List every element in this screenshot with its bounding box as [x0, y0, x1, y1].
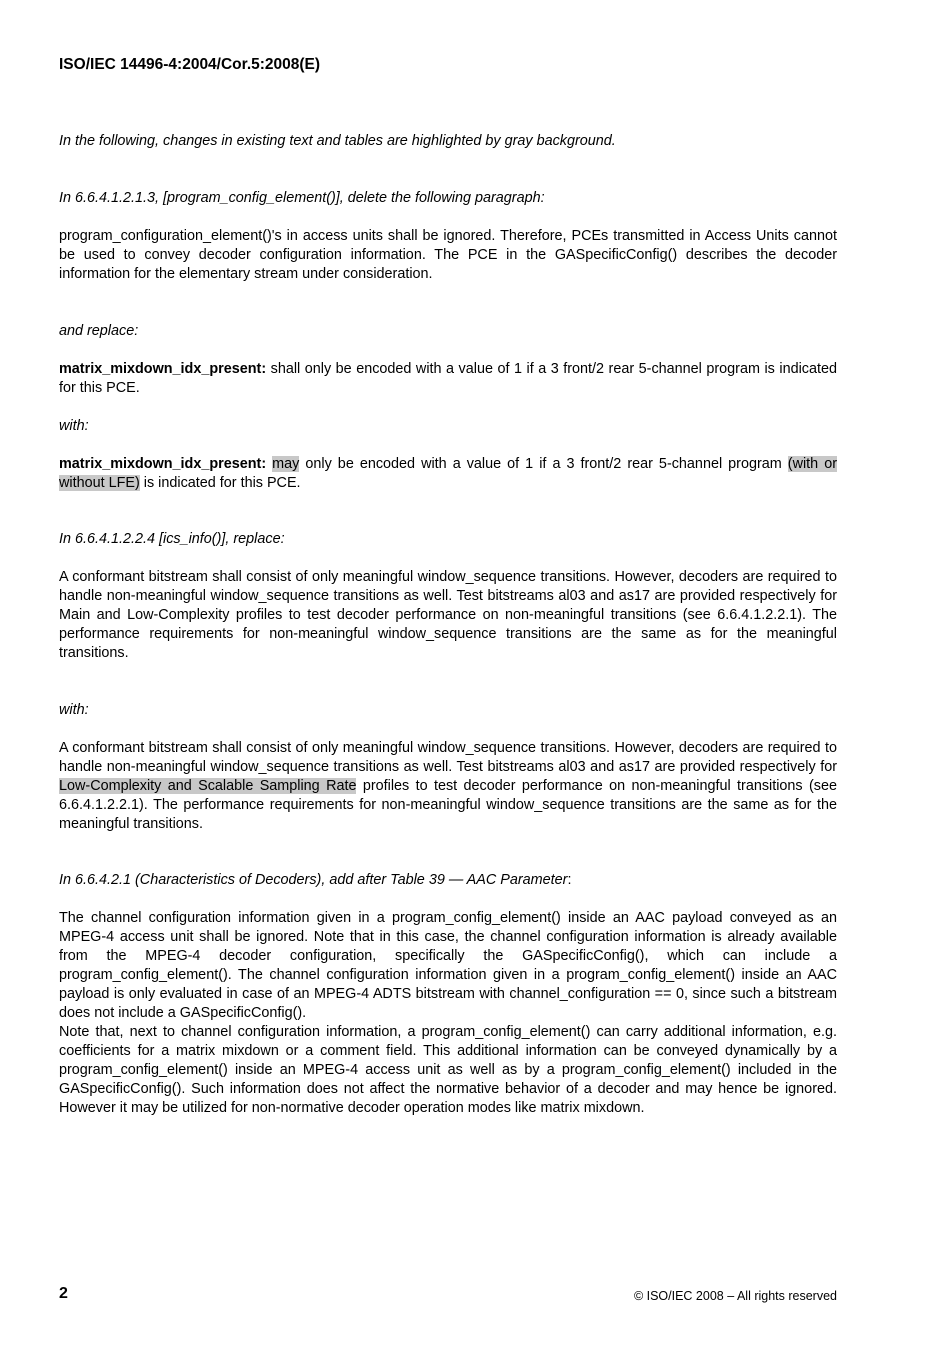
copyright-notice: © ISO/IEC 2008 – All rights reserved: [633, 1289, 837, 1303]
intro-note: In the following, changes in existing text and tables are highlighted by gray background.: [59, 133, 616, 149]
old-ics-paragraph: A conformant bitstream shall consist of only meaningful window_sequence transitions. However, decoders are required to handle non-meaningful window_sequence transitions as well. Test bitstreams al03 and as17 are provided respectively for Main and Low-Complexity profiles to test decoder performance on non-meaningful transitions (see 6.6.4.1.2.2.1). The performance requirements for non-meaningful window_sequence transitions are the same as for the meaningful transitions.: [59, 569, 837, 661]
document-header: ISO/IEC 14496-4:2004/Cor.5:2008(E): [59, 56, 321, 73]
new-ics-paragraph: [59, 739, 837, 834]
highlight-profiles: Low-Complexity and Scalable Sampling Rate: [59, 778, 357, 794]
highlight-with-or-without-lfe: (with or without LFE): [59, 456, 837, 491]
document-body: [59, 132, 837, 1118]
new-definition: [59, 455, 837, 493]
new-ics-part2: profiles to test decoder performance on non-meaningful transitions (see 6.6.4.1.2.2.1). The performance requirements for non-meaningful window_sequence transitions are the same as for the meaningful transitions.: [59, 778, 837, 832]
instruction-characteristics-colon: :: [567, 872, 572, 888]
deleted-paragraph: program_configuration_element()'s in access units shall be ignored. Therefore, PCEs transmitted in Access Units cannot be used to convey decoder configuration information. The PCE in the GASpecificConfig() describes the decoder information for the elementary stream under consideration.: [59, 228, 837, 282]
old-definition-term: matrix_mixdown_idx_present:: [59, 361, 267, 377]
new-ics-part1: A conformant bitstream shall consist of only meaningful window_sequence transitions. However, decoders are required to handle non-meaningful window_sequence transitions as well. Test bitstreams al03 and as17 are provided respectively for: [59, 740, 837, 775]
instruction-delete: In 6.6.4.1.2.1.3, [program_config_element()], delete the following paragraph:: [59, 190, 545, 206]
instruction-with-1: with:: [59, 418, 89, 434]
instruction-with-2: with:: [59, 702, 89, 718]
instruction-characteristics: [59, 871, 837, 890]
added-paragraph-1: The channel configuration information given in a program_config_element() inside an AAC payload conveyed as an MPEG-4 access unit shall be ignored. Note that in this case, the channel configuration information is already available from the MPEG-4 decoder configuration, specifically the GASpecificConfig(), which can include a program_config_element(). The channel configuration information given in a program_config_element() inside an AAC payload is only evaluated in case of an MPEG-4 ADTS bitstream with channel_configuration == 0, since such a bitstream does not include a GASpecificConfig().: [59, 910, 837, 1021]
highlight-may: may: [272, 456, 300, 472]
instruction-ics-info: In 6.6.4.1.2.2.4 [ics_info()], replace:: [59, 531, 285, 547]
old-definition: [59, 360, 837, 398]
page-number: 2: [59, 1285, 68, 1302]
old-definition-text: shall only be encoded with a value of 1 if a 3 front/2 rear 5-channel program is indicated for this PCE.: [59, 361, 837, 396]
instruction-characteristics-text: In 6.6.4.2.1 (Characteristics of Decoders), add after Table 39 — AAC Parameter: [59, 872, 568, 888]
new-definition-end: is indicated for this PCE.: [139, 475, 301, 491]
new-definition-mid: only be encoded with a value of 1 if a 3 front/2 rear 5-channel program: [299, 456, 788, 472]
new-definition-term: matrix_mixdown_idx_present:: [59, 456, 267, 472]
added-paragraph-2: Note that, next to channel configuration information, a program_config_element() can carry additional information, e.g. coefficients for a matrix mixdown or a comment field. This additional information can be conveyed dynamically by a program_config_element() inside an MPEG-4 access unit as well as by a program_config_element() included in the GASpecificConfig(). Such information does not affect the normative behavior of a decoder and may hence be ignored. However it may be utilized for non-normative decoder operation modes like matrix mixdown.: [59, 1024, 837, 1116]
instruction-and-replace: and replace:: [59, 323, 139, 339]
